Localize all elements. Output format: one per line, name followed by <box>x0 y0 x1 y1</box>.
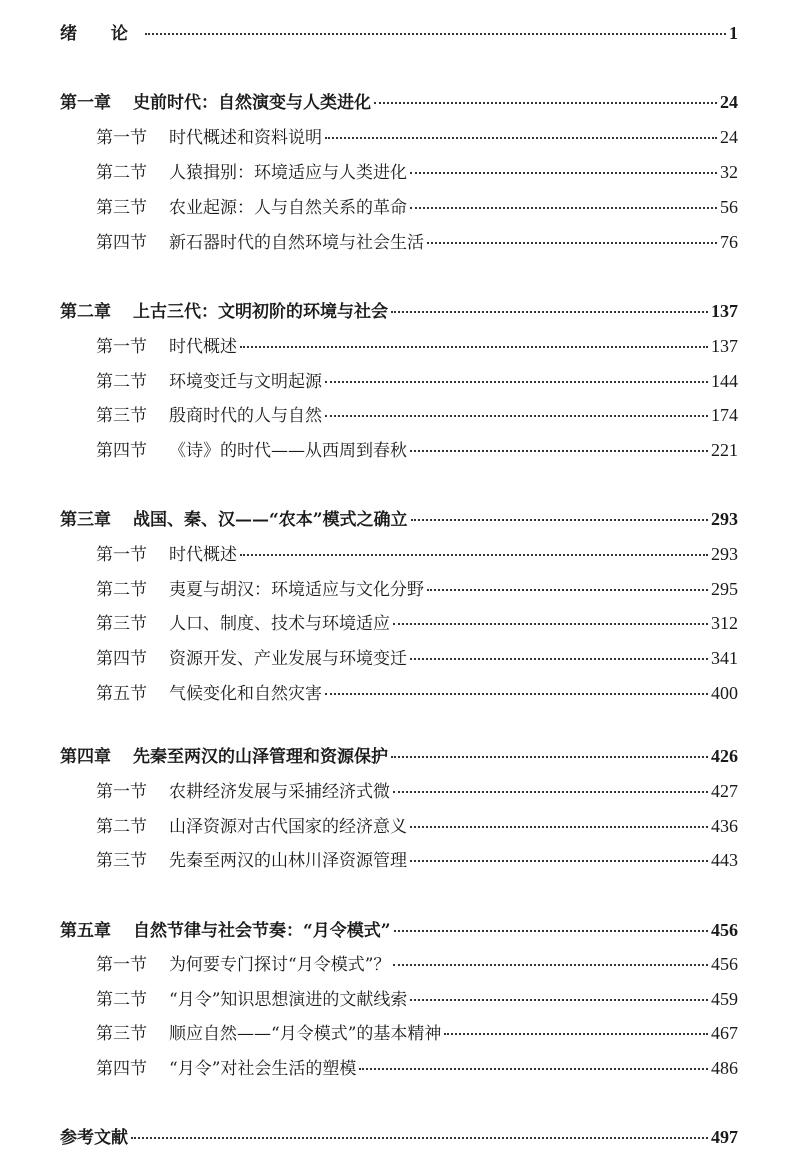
dot-leader <box>393 623 708 625</box>
toc-section[interactable] <box>96 578 738 601</box>
entry-label: 第五章 <box>60 921 111 941</box>
toc-entry-intro[interactable] <box>60 22 738 45</box>
entry-label: 第三节 <box>96 1024 147 1044</box>
entry-page: 32 <box>720 162 738 182</box>
entry-title: 自然节律与社会节奏：“月令模式” <box>133 921 391 941</box>
entry-label: 绪 论 <box>60 24 142 44</box>
entry-title: 气候变化和自然灾害 <box>169 684 322 704</box>
toc-section[interactable] <box>96 370 738 393</box>
entry-page: 293 <box>711 544 738 564</box>
dot-leader <box>410 658 708 660</box>
entry-page: 76 <box>720 232 738 252</box>
entry-page: 443 <box>711 850 738 870</box>
entry-label: 第四节 <box>96 233 147 253</box>
entry-title: 史前时代：自然演变与人类进化 <box>133 93 371 113</box>
entry-title: 上古三代：文明初阶的环境与社会 <box>133 302 388 322</box>
entry-page: 341 <box>711 648 738 668</box>
toc-section[interactable] <box>96 953 738 976</box>
entry-page: 486 <box>711 1058 738 1078</box>
entry-page: 426 <box>711 746 738 766</box>
entry-label: 第二节 <box>96 163 147 183</box>
entry-title: 人口、制度、技术与环境适应 <box>169 614 390 634</box>
entry-label: 第五节 <box>96 684 147 704</box>
toc-section[interactable] <box>96 1057 738 1080</box>
entry-title: 时代概述 <box>169 337 237 357</box>
toc-chapter-3[interactable] <box>60 508 738 531</box>
entry-title: 战国、秦、汉——“农本”模式之确立 <box>133 510 408 530</box>
toc-chapter-4[interactable] <box>60 745 738 768</box>
entry-label: 第四节 <box>96 649 147 669</box>
dot-leader <box>325 137 717 139</box>
dot-leader <box>131 1137 708 1139</box>
toc-section[interactable] <box>96 849 738 872</box>
toc-section[interactable] <box>96 196 738 219</box>
entry-page: 144 <box>711 371 738 391</box>
entry-page: 24 <box>720 92 738 112</box>
toc-section[interactable] <box>96 335 738 358</box>
dot-leader <box>410 999 708 1001</box>
entry-page: 293 <box>711 509 738 529</box>
entry-page: 427 <box>711 781 738 801</box>
entry-page: 312 <box>711 613 738 633</box>
toc-section[interactable] <box>96 126 738 149</box>
entry-page: 459 <box>711 989 738 1009</box>
entry-label: 第三节 <box>96 198 147 218</box>
entry-label: 第一节 <box>96 955 147 975</box>
entry-title: 农耕经济发展与采捕经济式微 <box>169 782 390 802</box>
entry-label: 第四章 <box>60 747 111 767</box>
dot-leader <box>325 415 708 417</box>
entry-title: 山泽资源对古代国家的经济意义 <box>169 817 407 837</box>
dot-leader <box>391 311 708 313</box>
entry-title: 夷夏与胡汉：环境适应与文化分野 <box>169 580 424 600</box>
entry-page: 456 <box>711 954 738 974</box>
entry-title: 《诗》的时代——从西周到春秋 <box>169 441 407 461</box>
entry-title: 环境变迁与文明起源 <box>169 372 322 392</box>
entry-title: “月令”知识思想演进的文献线索 <box>169 990 408 1010</box>
entry-title: 顺应自然——“月令模式”的基本精神 <box>169 1024 442 1044</box>
dot-leader <box>411 519 708 521</box>
toc-chapter-1[interactable] <box>60 91 738 114</box>
entry-page: 497 <box>711 1127 738 1147</box>
entry-title: 农业起源：人与自然关系的革命 <box>169 198 407 218</box>
toc-section[interactable] <box>96 612 738 635</box>
entry-title: 先秦至两汉的山林川泽资源管理 <box>169 851 407 871</box>
dot-leader <box>427 589 708 591</box>
dot-leader <box>427 242 717 244</box>
entry-label: 第三节 <box>96 406 147 426</box>
entry-page: 137 <box>711 301 738 321</box>
dot-leader <box>410 172 717 174</box>
entry-title: 时代概述 <box>169 545 237 565</box>
dot-leader <box>325 693 708 695</box>
entry-title: 人猿揖别：环境适应与人类进化 <box>169 163 407 183</box>
toc-entry-references[interactable] <box>60 1126 738 1149</box>
entry-label: 第一节 <box>96 337 147 357</box>
dot-leader <box>410 826 708 828</box>
entry-page: 221 <box>711 440 738 460</box>
toc-section[interactable] <box>96 543 738 566</box>
entry-page: 295 <box>711 579 738 599</box>
dot-leader <box>394 930 708 932</box>
entry-label: 第二节 <box>96 372 147 392</box>
dot-leader <box>410 450 708 452</box>
toc-section[interactable] <box>96 815 738 838</box>
entry-label: 第三节 <box>96 614 147 634</box>
toc-chapter-5[interactable] <box>60 919 738 942</box>
entry-page: 400 <box>711 683 738 703</box>
entry-label: 第三章 <box>60 510 111 530</box>
entry-page: 456 <box>711 920 738 940</box>
dot-leader <box>391 756 708 758</box>
entry-label: 第二章 <box>60 302 111 322</box>
dot-leader <box>325 381 708 383</box>
entry-label: 第一节 <box>96 782 147 802</box>
entry-label: 第一节 <box>96 545 147 565</box>
dot-leader <box>374 102 717 104</box>
entry-page: 56 <box>720 197 738 217</box>
entry-label: 第二节 <box>96 990 147 1010</box>
dot-leader <box>393 791 708 793</box>
entry-title: 殷商时代的人与自然 <box>169 406 322 426</box>
entry-title: 为何要专门探讨“月令模式”？ <box>169 955 391 975</box>
entry-page: 174 <box>711 405 738 425</box>
dot-leader <box>359 1068 708 1070</box>
entry-label: 第二节 <box>96 580 147 600</box>
toc-section[interactable] <box>96 1022 738 1045</box>
dot-leader <box>240 554 708 556</box>
entry-title: 资源开发、产业发展与环境变迁 <box>169 649 407 669</box>
entry-label: 第一节 <box>96 128 147 148</box>
toc-section[interactable] <box>96 231 738 254</box>
entry-label: 第三节 <box>96 851 147 871</box>
dot-leader <box>444 1033 708 1035</box>
entry-title: 新石器时代的自然环境与社会生活 <box>169 233 424 253</box>
entry-page: 137 <box>711 336 738 356</box>
toc-chapter-2[interactable] <box>60 300 738 323</box>
toc-section[interactable] <box>96 780 738 803</box>
entry-label: 第二节 <box>96 817 147 837</box>
toc-section[interactable] <box>96 439 738 462</box>
dot-leader <box>410 207 717 209</box>
entry-label: 第一章 <box>60 93 111 113</box>
entry-label: 第四节 <box>96 1059 147 1079</box>
entry-page: 24 <box>720 127 738 147</box>
toc-section[interactable] <box>96 161 738 184</box>
toc-section[interactable] <box>96 988 738 1011</box>
entry-page: 436 <box>711 816 738 836</box>
toc-section[interactable] <box>96 647 738 670</box>
entry-page: 467 <box>711 1023 738 1043</box>
entry-title: 时代概述和资料说明 <box>169 128 322 148</box>
entry-label: 参考文献 <box>60 1128 128 1148</box>
entry-label: 第四节 <box>96 441 147 461</box>
entry-title: 先秦至两汉的山泽管理和资源保护 <box>133 747 388 767</box>
dot-leader <box>145 33 726 35</box>
dot-leader <box>240 346 708 348</box>
entry-page: 1 <box>729 23 738 43</box>
entry-title: “月令”对社会生活的塑模 <box>169 1059 357 1079</box>
dot-leader <box>393 964 708 966</box>
toc-section[interactable] <box>96 404 738 427</box>
toc-section[interactable] <box>96 682 738 705</box>
dot-leader <box>410 860 708 862</box>
